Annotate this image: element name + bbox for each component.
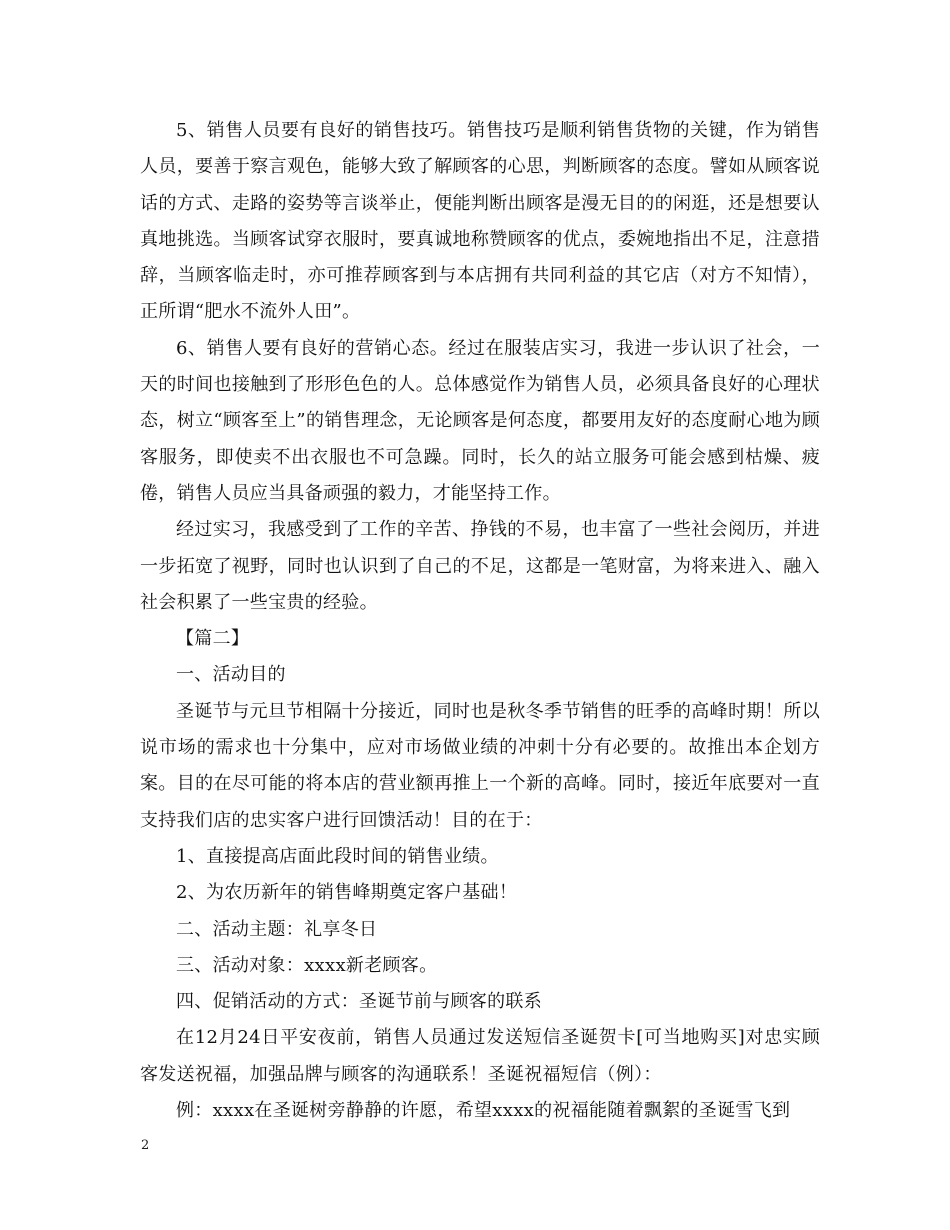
page-number: 2 [141,1138,150,1153]
section-heading-part-two: 【篇二】 [176,628,250,650]
list-item-goal-2: 2、为农历新年的销售峰期奠定客户基础！ [176,882,518,904]
heading-promotion-method: 四、促销活动的方式：圣诞节前与顾客的联系 [176,991,542,1013]
document-body [140,113,820,1129]
paragraph-activity-purpose: 圣诞节与元旦节相隔十分接近，同时也是秋冬季节销售的旺季的高峰时期！所以说市场的需求也十分集中，应对市场做业绩的冲刺十分有必要的。故推出本企划方案。目的在尽可能的将本店的营业额再推上一个新的高峰。同时，接近年底要对一直支持我们店的忠实客户进行回馈活动！目的在于： [140,700,820,831]
paragraph-christmas-sms: 在12月24日平安夜前，销售人员通过发送短信圣诞贺卡[可当地购买]对忠实顾客发送祝福，加强品牌与顾客的沟通联系！圣诞祝福短信（例）： [140,1027,820,1085]
paragraph-sales-mindset: 6、销售人要有良好的营销心态。经过在服装店实习，我进一步认识了社会，一天的时间也接触到了形形色色的人。总体感觉作为销售人员，必须具备良好的心理状态，树立“顾客至上”的销售理念，无论顾客是何态度，都要用友好的态度耐心地为顾客服务，即使卖不出衣服也不可急躁。同时，长久的站立服务可能会感到枯燥、疲倦，销售人员应当具备顽强的毅力，才能坚持工作。 [140,337,820,504]
list-item-goal-1: 1、直接提高店面此段时间的销售业绩。 [176,845,499,867]
paragraph-sms-example: 例：xxxx在圣诞树旁静静的许愿，希望xxxx的祝福能随着飘絮的圣诞雪飞到 [176,1100,791,1122]
paragraph-sales-skills: 5、销售人员要有良好的销售技巧。销售技巧是顺利销售货物的关键，作为销售人员，要善于察言观色，能够大致了解顾客的心思，判断顾客的态度。譬如从顾客说话的方式、走路的姿势等言谈举止，便能判断出顾客是漫无目的的闲逛，还是想要认真地挑选。当顾客试穿衣服时，要真诚地称赞顾客的优点，委婉地指出不足，注意措辞，当顾客临走时，亦可推荐顾客到与本店拥有共同利益的其它店（对方不知情），正所谓“肥水不流外人田”。 [140,120,820,323]
heading-activity-purpose: 一、活动目的 [176,664,286,686]
paragraph-internship-summary: 经过实习，我感受到了工作的辛苦、挣钱的不易，也丰富了一些社会阅历，并进一步拓宽了视野，同时也认识到了自己的不足，这都是一笔财富，为将来进入、融入社会积累了一些宝贵的经验。 [140,519,820,613]
heading-activity-theme: 二、活动主题：礼享冬日 [176,918,378,940]
heading-activity-target: 三、活动对象：xxxx新老顾客。 [176,954,438,976]
